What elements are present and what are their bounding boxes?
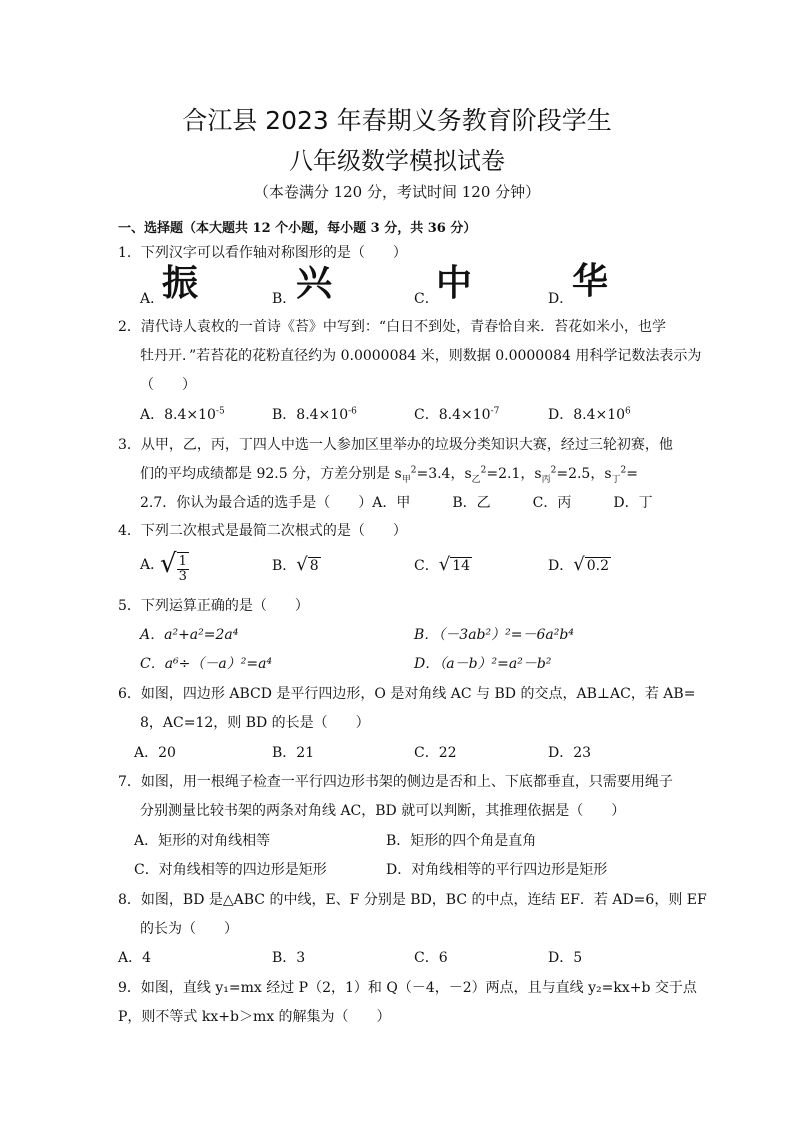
q2-line3: （ ） [140, 377, 196, 393]
q2-option-a-exp: -5 [215, 406, 225, 417]
q5-option-c: C．a⁶÷（－a）²=a⁴ [140, 656, 273, 672]
q1-label-c: C． [414, 291, 439, 307]
q7-option-a: A．矩形的对角线相等 [134, 833, 271, 849]
q7-option-c: C．对角线相等的四边形是矩形 [134, 862, 327, 878]
q2-line1: 2．清代诗人袁枚的一首诗《苔》中写到：“白日不到处，青春恰自来．苔花如米小，也学 [118, 319, 667, 335]
q4-option-c [414, 556, 472, 575]
q2-option-d [548, 406, 631, 424]
q7-option-b: B．矩形的四个角是直角 [386, 833, 537, 849]
q3-sub-jia: 甲 [401, 474, 411, 485]
q8-line1: 8．如图，BD 是△ABC 的中线，E、F 分别是 BD，BC 的中点，连结 EF．若 AD=6，则 EF [118, 892, 707, 908]
q4-option-a-expr [160, 546, 189, 586]
q5-stem: 5．下列运算正确的是（ ） [118, 598, 309, 614]
exam-subtitle: （本卷满分 120 分，考试时间 120 分钟） [253, 183, 541, 201]
q3-sq-yi: 2 [480, 465, 487, 476]
q1-char-a: 振 [162, 263, 199, 304]
exam-title-line1: 合江县 2023 年春期义务教育阶段学生 [182, 106, 612, 135]
q4-radicand-d: 0.2 [586, 558, 609, 574]
q1-label-a: A． [140, 291, 165, 307]
exam-title-line2: 八年级数学模拟试卷 [289, 147, 505, 175]
q2-option-a-text: A．8.4×10 [140, 407, 216, 423]
q4-fraction [177, 552, 189, 584]
q8-option-b: B．3 [272, 950, 306, 966]
q5-option-d: D．（a－b）²=a²－b² [414, 656, 552, 672]
q2-option-c-exp: -7 [490, 406, 500, 417]
q7-option-d: D．对角线相等的平行四边形是矩形 [386, 862, 608, 878]
q1-label-d: D． [548, 291, 574, 307]
sqrt-icon: √ [296, 554, 308, 575]
q4-radicand-c: 14 [452, 558, 471, 574]
q3-sq-jia: 2 [410, 465, 417, 476]
q3-sub-yi: 乙 [471, 474, 481, 485]
q3-sub-ding: 丁 [611, 474, 621, 485]
q6-option-d: D．23 [548, 745, 592, 761]
q7-line2: 分别测量比较书架的两条对角线 AC，BD 就可以判断，其推理依据是（ ） [140, 803, 626, 819]
q6-line1: 6．如图，四边形 ABCD 是平行四边形，O 是对角线 AC 与 BD 的交点，AB⊥AC，若 AB= [118, 686, 696, 702]
q2-option-c [414, 406, 499, 424]
q3-val-yi: =2.1，s [486, 466, 542, 482]
section-heading: 一、选择题（本大题共 12 个小题，每小题 3 分，共 36 分） [118, 221, 477, 236]
q3-line1: 3．从甲，乙，丙，丁四人中选一人参加区里举办的垃圾分类知识大赛，经过三轮初赛，他 [118, 437, 673, 453]
q8-line2: 的长为（ ） [140, 921, 238, 937]
q3-sub-bing: 丙 [541, 474, 551, 485]
q2-option-d-text: D．8.4×10 [548, 407, 626, 423]
q3-line2 [140, 465, 638, 483]
q3-val-bing: =2.5，s [556, 466, 612, 482]
q5-option-a: A．a²+a²=2a⁴ [140, 627, 239, 643]
q4-label-c: C． [414, 558, 439, 574]
q3-line3: 2.7．你认为最合适的选手是（ ）A．甲 B．乙 C．丙 D．丁 [140, 495, 653, 511]
q7-line1: 7．如图，用一根绳子检查一平行四边形书架的侧边是否和上、下底都垂直，只需要用绳子 [118, 774, 673, 790]
q6-option-a: A．20 [134, 745, 176, 761]
q2-option-d-exp: 6 [625, 406, 631, 417]
q2-option-b-text: B．8.4×10 [272, 407, 349, 423]
q9-line2: P，则不等式 kx+b＞mx 的解集为（ ） [118, 1009, 391, 1025]
q4-label-b: B． [272, 558, 297, 574]
q6-option-b: B．21 [272, 745, 315, 761]
sqrt-icon: √ [438, 554, 451, 575]
q4-stem: 4．下列二次根式是最简二次根式的是（ ） [118, 523, 407, 539]
sqrt-icon: √ [160, 549, 177, 579]
q4-frac-den: 3 [178, 569, 187, 584]
q8-option-d: D．5 [548, 950, 583, 966]
q4-label-a: A． [140, 557, 165, 573]
q3-val-ding: = [626, 466, 639, 482]
sqrt-icon: √ [573, 554, 585, 575]
q3-sq-bing: 2 [550, 465, 557, 476]
q2-option-b-exp: -6 [348, 406, 357, 417]
q6-option-c: C．22 [414, 745, 457, 761]
q4-label-d: D． [548, 558, 574, 574]
q1-char-c: 中 [436, 263, 473, 304]
q1-char-d: 华 [572, 261, 609, 302]
q2-option-c-text: C．8.4×10 [414, 407, 491, 423]
q8-option-a: A．4 [118, 950, 152, 966]
q3-val-jia: =3.4，s [416, 466, 472, 482]
q2-line2: 牡丹开．”若苔花的花粉直径约为 0.0000084 米，则数据 0.0000084 用科学记数法表示为 [140, 348, 702, 364]
q2-option-a [140, 406, 225, 424]
q2-option-b [272, 406, 357, 424]
q3-sq-ding: 2 [620, 465, 627, 476]
q5-option-b: B．（－3ab²）²=－6a²b⁴ [414, 627, 574, 643]
q4-radicand-b: 8 [309, 558, 319, 574]
q4-option-d [548, 556, 611, 575]
q9-line1: 9．如图，直线 y₁=mx 经过 P（2，1）和 Q（－4，－2）两点，且与直线 y₂=kx+b 交于点 [118, 980, 697, 996]
q1-label-b: B． [272, 291, 297, 307]
q4-frac-num: 1 [178, 554, 187, 569]
q3-line2-text: 们的平均成绩都是 92.5 分，方差分别是 s [140, 466, 402, 482]
q4-option-b [272, 556, 321, 575]
q8-option-c: C．6 [414, 950, 448, 966]
q1-char-b: 兴 [296, 263, 333, 304]
q1-stem: 1．下列汉字可以看作轴对称图形的是（ ） [118, 245, 407, 261]
q6-line2: 8，AC=12，则 BD 的长是（ ） [140, 715, 370, 731]
